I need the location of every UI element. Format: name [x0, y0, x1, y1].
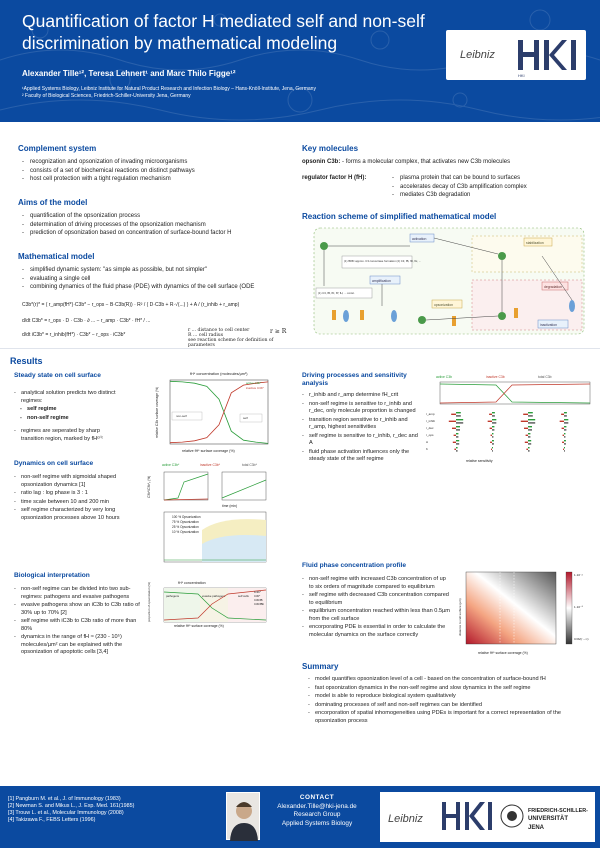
sensitivity-bar [456, 419, 463, 420]
sensitivity-bar [456, 443, 459, 444]
list-item: - prediction of opsonization based on concentration of surface-bound factor H [22, 229, 302, 238]
sensitivity-bar [456, 429, 460, 430]
sensitivity-bar [528, 412, 533, 413]
sensitivity-bar [528, 440, 531, 441]
legend-total: total C3b* [242, 463, 257, 467]
steady-state-heading: Steady state on cell surface [14, 372, 101, 379]
x-axis-label: relative sensitivity [466, 459, 493, 463]
list-item: - regimes are seperated by sharp transition region, marked by fHᶜʳⁱᵗ [14, 428, 124, 443]
category-label: r_amp [426, 412, 435, 416]
x-axis-label: relative fH* surface coverage (%) [182, 449, 235, 453]
bio-heading: Biological interpretation [14, 572, 90, 579]
sensitivity-bar [561, 414, 564, 415]
sensitivity-bar [528, 436, 530, 437]
reaction-scheme-diagram [302, 226, 592, 340]
list-item: - self regime characterized by very long opsonization processes above 10 hours [14, 507, 128, 522]
y-axis-label: proportion of opsonization (%) [147, 581, 151, 622]
list-item: - self regime with iC3b to C3b ratio of more than 80% [14, 618, 142, 633]
inset-legend-100: 100 % Opsonization [172, 515, 201, 519]
reference-2: [2] Newman S. and Mikus L., J. Exp. Med. 161(1985) [8, 803, 135, 809]
dynamics-list [14, 474, 128, 523]
affiliations [22, 86, 316, 100]
list-item: - quantification of the opsonization process [22, 212, 302, 221]
sensitivity-bar [456, 433, 458, 434]
reference-3: [3] Trouw L. et al., Molecular Immunology (2008) [8, 810, 124, 816]
sensitivity-bar [526, 449, 528, 450]
list-item: - host cell protection with a tight regulation mechanism [22, 175, 292, 184]
list-item: - combining dynamics of the fluid phase (PDE) with dynamics of the cell surface (ODE [22, 283, 292, 292]
sensitivity-bar [490, 442, 492, 443]
sensitivity-chart [426, 372, 594, 464]
colorbar-mid: 1·10⁻⁸ [574, 605, 583, 609]
steady-state-list [14, 390, 124, 444]
sensitivity-bar [488, 421, 492, 422]
fluid-list [302, 576, 452, 640]
uni-logo-text: FRIEDRICH-SCHILLER- [528, 808, 588, 814]
sensitivity-bar [528, 447, 530, 448]
colorbar-label: C3b/(r→∞) [574, 637, 589, 641]
sensitivity-bar [526, 435, 528, 436]
legend-active: active C3b* [162, 463, 180, 467]
scheme-box-2: (1) C3, fB, fD, fP, fH, ... const. [318, 291, 355, 295]
sensitivity-bar [456, 450, 458, 451]
legend-reaction: see reaction scheme for definition of parameters [188, 338, 274, 348]
sensitivity-bar [528, 426, 532, 427]
sensitivity-bar [564, 447, 565, 448]
sensitivity-bar [528, 422, 535, 423]
legend-c3bfbb: C3b/fBb [254, 602, 265, 606]
list-item: - model is able to reproduce biological system qualitatively [308, 693, 592, 701]
c3b-definition: opsonin C3b: - forms a molecular complex, that activates new C3b molecules [302, 159, 511, 165]
reference-4: [4] Takizawa F., FEBS Letters (1996) [8, 817, 96, 823]
legend-inactive: inactive C3b* [200, 463, 220, 467]
summary-list [308, 676, 592, 726]
list-item: - ratio lag : log phase is 3 : 1 [14, 490, 128, 498]
legend-active: active C3b [436, 375, 453, 379]
reference-1: [1] Pangburn M. et al., J. of Immunology (1983) [8, 796, 121, 802]
chart-title: fH* concentration (molecules/µm²) [190, 372, 248, 376]
scheme-box-1: (1) fB/fD approx. C3 convertase formation (2) C3, fB, fD, fH, ... [344, 259, 422, 263]
y-axis-label: relative C3b surface coverage (%) [155, 386, 159, 438]
svg-text:UNIVERSITÄT: UNIVERSITÄT [528, 816, 569, 822]
bio-list [14, 586, 142, 658]
sensitivity-bar [563, 435, 564, 436]
aims-list [22, 212, 302, 238]
list-item: - determination of driving processes of the opsonization mechanism [22, 221, 302, 230]
list-item: - dominating processes of self and non-self regimes can be identified [308, 702, 592, 710]
key-molecules-heading: Key molecules [302, 144, 359, 153]
references [8, 796, 134, 824]
sensitivity-bar [564, 443, 566, 444]
label-degradation: degradation [544, 285, 562, 289]
reaction-scheme-heading: Reaction scheme of simplified mathematical model [302, 212, 497, 221]
legend-distance: r ... distance to cell center [188, 328, 250, 333]
chart-title: fH* concentration [178, 581, 206, 585]
summary-heading: Summary [302, 662, 339, 671]
c3b-label: opsonin C3b: [302, 159, 341, 165]
hki-logo-text: HKI [518, 73, 525, 78]
sensitivity-bar [564, 429, 566, 430]
sensitivity-bar [562, 442, 564, 443]
category-label: A [426, 440, 429, 444]
sensitivity-bar [528, 450, 530, 451]
sensitivity-bar [564, 440, 566, 441]
inset-legend-25: 25 % Opsonization [172, 525, 199, 529]
sensitivity-bar [564, 450, 565, 451]
sensitivity-bar [528, 433, 530, 434]
sensitivity-bar [528, 429, 532, 430]
person-icon [227, 793, 261, 841]
sensitivity-bar [451, 414, 456, 415]
contact-group-name: Applied Systems Biology [281, 819, 353, 827]
sensitivity-bar [492, 412, 495, 413]
list-item: - simplified dynamic system: "as simple as possible, but not simpler" [22, 266, 292, 275]
list-item: - transition region sensitive to r_inhib and r_amp, highest sensitivities [302, 417, 422, 432]
list-item: - non-self regime can be divided into two sub-regimes: pathogens and evasive pathogens [14, 586, 142, 601]
y-axis-label: distance to cell surface (µm) [458, 598, 462, 636]
fh-list [392, 174, 592, 200]
sensitivity-bar [456, 440, 459, 441]
label-inactivation: inactivation [540, 323, 557, 327]
list-item: - fluid phase activation influences only the steady state of the self regime [302, 449, 422, 464]
sensitivity-bar [492, 450, 493, 451]
list-item: - evasive pathogens show an iC3b to C3b ratio of 30% up to 70% [2] [14, 602, 142, 617]
legend-inactive: inactive C3b* [246, 386, 264, 390]
results-heading: Results [10, 356, 43, 366]
sensitivity-bar [454, 449, 456, 450]
list-item: - model quantifies opsonization level of a cell - based on the concentration of surface-bound fH [308, 676, 592, 684]
math-model-heading: Mathematical model [18, 252, 95, 261]
sensitivity-bar [562, 428, 564, 429]
steady-state-chart [150, 370, 290, 458]
complement-list [22, 158, 292, 184]
sensitivity-bar [563, 449, 564, 450]
legend-inactive: inactive C3b [486, 375, 505, 379]
sensitivity-bar [564, 412, 567, 413]
dynamics-chart [142, 460, 290, 628]
list-item: - encorporating PDE is essential in order to calculate the molecular dynamics on the surface correctly [302, 624, 452, 639]
sensitivity-bar [564, 419, 568, 420]
region-evasive: evasive pathogens [202, 594, 226, 598]
fluid-heading: Fluid phase concentration profile [302, 562, 407, 569]
fluid-heatmap [454, 566, 596, 658]
sensitivity-bar [492, 443, 494, 444]
list-item: - time scale between 10 and 200 min [14, 499, 128, 507]
svg-text:d/dt C3b* = r_ops · D · C3b ·: d/dt C3b* = r_ops · D · C3b · ∂ ... − r_amp · C3b* · fH* / ... [22, 318, 151, 324]
list-item: - dynamics in the range of fH ≈ (230 - 10⁵) molecules/µm² can be explained with the opsonization of apoptotic cells [3,4] [14, 634, 142, 657]
sensitivity-bar [456, 422, 463, 423]
sensitivity-bar [492, 436, 493, 437]
list-item: - self regime with decreased C3b concentration compared to equilibrium [302, 592, 452, 607]
list-item: - fast opsonization dynamics in the non-self regime and slow dynamics in the self regime [308, 685, 592, 693]
fh-label: regulator factor H (fH): [302, 175, 367, 181]
list-item: - non-self regime with increased C3b concentration of up to six orders of magnitude compared to equilibrium [302, 576, 452, 591]
svg-text:d/dt iC3b* = r_inhib(fH*) · C3: d/dt iC3b* = r_inhib(fH*) · C3b* − r_ops · iC3b* [22, 332, 126, 338]
driving-list [302, 392, 422, 465]
region-nonself: non-self [176, 414, 187, 418]
sensitivity-bar [564, 433, 565, 434]
sensitivity-bar [564, 422, 568, 423]
sensitivity-bar [449, 421, 456, 422]
region-self: self [243, 416, 248, 420]
label-activation: activation [412, 237, 427, 241]
sensitivity-bar [492, 415, 495, 416]
sensitivity-bar [456, 436, 458, 437]
legend-total: total C3b [538, 375, 552, 379]
list-item: - accelerates decay of C3b amplification complex [392, 183, 592, 192]
legend-radius: R ... cell radius [188, 333, 224, 338]
list-item: - encorporation of spatial inhomogeneities using PDEs is important for a correct representation of the opsonization process [308, 710, 592, 725]
sensitivity-bar [489, 414, 492, 415]
author-photo [226, 792, 260, 840]
list-item: - recognization and opsonization of invading microorganisms [22, 158, 292, 167]
category-label: r_inhib [426, 419, 436, 423]
sensitivity-bar [525, 442, 528, 443]
list-item-nonself: - non-self regime [20, 415, 124, 423]
sensitivity-bar [564, 415, 567, 416]
sensitivity-bar [492, 426, 494, 427]
sensitivity-bar [491, 449, 492, 450]
poster-title: Quantification of factor H mediated self and non-self discrimination by mathematical modeling [22, 11, 425, 53]
x-axis-label: relative fH* surface coverage (%) [174, 624, 224, 628]
sensitivity-bar [456, 426, 460, 427]
legend-ic3b: iC3b* [254, 590, 261, 594]
sensitivity-bars [426, 412, 568, 452]
colorbar-top: 1·10⁻² [574, 573, 583, 577]
list-item: - self regime is sensitive to r_inhib, r_dec and A [302, 433, 422, 448]
region-self: self cells [238, 594, 249, 598]
driving-heading: Driving processes and sensitivity analysis [302, 372, 407, 387]
contact-title: CONTACT [299, 794, 335, 801]
sensitivity-bar [528, 419, 535, 420]
contact-email[interactable]: Alexander.Tille@hki-jena.de [277, 802, 357, 810]
list-item: - equilibrium concentration reached within less than 0.5µm from the cell surface [302, 608, 452, 623]
header-logos [446, 30, 586, 80]
affiliation-2: ² Faculty of Biological Sciences, Friedrich-Schiller-University Jena, Germany [22, 93, 191, 99]
category-label: δ [426, 447, 428, 451]
complement-heading: Complement system [18, 144, 97, 153]
x-axis-label: relative fH* surface coverage (%) [478, 651, 528, 655]
math-model-list [22, 266, 292, 292]
author-list: Alexander Tille¹², Teresa Lehnert¹ and Marc Thilo Figge¹² [22, 69, 236, 78]
sensitivity-bar [492, 422, 496, 423]
legend-active: active C3b* [246, 381, 262, 385]
contact-block [262, 794, 372, 828]
sensitivity-bar [492, 440, 494, 441]
poster-footer [0, 786, 600, 848]
sensitivity-bar [491, 435, 492, 436]
sensitivity-bar [454, 435, 456, 436]
y-axis-label: C3b*/C3b*₀ (%) [147, 475, 151, 498]
label-stabilization: stabilization [526, 241, 544, 245]
sensitivity-bar [523, 414, 528, 415]
sensitivity-bar [528, 415, 533, 416]
sensitivity-bar [492, 433, 493, 434]
c3b-text: forms a molecular complex, that activates new C3b molecules [345, 159, 511, 165]
svg-text:JENA: JENA [528, 825, 545, 831]
sensitivity-bar [564, 426, 566, 427]
list-item: - non-self regime with sigmoidal shaped opsonization dynamics [1] [14, 474, 128, 489]
list-item: - mediates C3b degradation [392, 191, 592, 200]
sensitivity-bar [456, 412, 461, 413]
label-opsonization: opsonization [434, 303, 454, 307]
list-item: - analytical solution predicts two distinct regimes: [14, 390, 124, 405]
list-item: - plasma protein that can be bound to surfaces [392, 174, 592, 183]
sensitivity-bar [492, 447, 493, 448]
sensitivity-bar [456, 415, 461, 416]
legend-c3b: C3b* [254, 594, 261, 598]
section-divider [0, 348, 600, 349]
sensitivity-bar [452, 428, 456, 429]
sensitivity-bar [492, 419, 496, 420]
svg-text:C3b*(r)* = ( r_amp(fH*)·C3b* −: C3b*(r)* = ( r_amp(fH*)·C3b* − r_ops − B·C3b(R)) · R² / ( D·C3b + R·√(...) ) + A / (r_inhib + r_amp) [22, 302, 240, 308]
list-item: - r_inhib and r_amp determine fH_crit [302, 392, 422, 400]
inset-legend-75: 75 % Opsonization [172, 520, 199, 524]
inset-legend-10: 10 % Opsonization [172, 530, 199, 534]
category-label: r_dec [426, 426, 434, 430]
sensitivity-bar [492, 429, 494, 430]
list-item: - consists of a set of biochemical reactions on distinct pathways [22, 167, 292, 176]
sensitivity-bar [564, 436, 565, 437]
poster-header [0, 0, 600, 122]
region-pathogens: pathogens [166, 594, 180, 598]
sensitivity-bar [560, 421, 564, 422]
heatmap-field [466, 572, 556, 644]
sensitivity-bar [528, 443, 531, 444]
category-label: r_ops [426, 433, 434, 437]
colorbar [566, 572, 572, 644]
label-amplification: amplification [372, 279, 391, 283]
aims-heading: Aims of the model [18, 198, 88, 207]
legend-condition: r ≥ R [270, 328, 287, 335]
sensitivity-bar [521, 421, 528, 422]
sensitivity-bar [524, 428, 528, 429]
x-axis-label: time (min) [222, 504, 238, 508]
affiliation-1: ¹Applied Systems Biology, Leibniz Institute for Natural Product Research and Infection Biology – Hans-Knöll-Institute, Jena, Germany [22, 86, 316, 92]
sensitivity-bar [490, 428, 492, 429]
contact-group: Research Group [293, 811, 341, 818]
leibniz-logo-text: Leibniz [460, 49, 495, 61]
sensitivity-bar [456, 447, 458, 448]
sensitivity-bar [453, 442, 456, 443]
dynamics-heading: Dynamics on cell surface [14, 460, 94, 467]
legend-c3bfb: C3b/fB [254, 598, 263, 602]
list-item: - non-self regime is sensitive to r_inhib and r_dec, only molecule proportion is changed [302, 401, 422, 416]
institution-logos-icon [380, 792, 595, 842]
list-item: - evaluating a single cell [22, 275, 292, 284]
footer-logos [380, 792, 595, 842]
leibniz-logo-text: Leibniz [388, 813, 423, 825]
leibniz-hki-logo-icon [446, 30, 586, 80]
list-item-self: - self regime [20, 406, 124, 414]
